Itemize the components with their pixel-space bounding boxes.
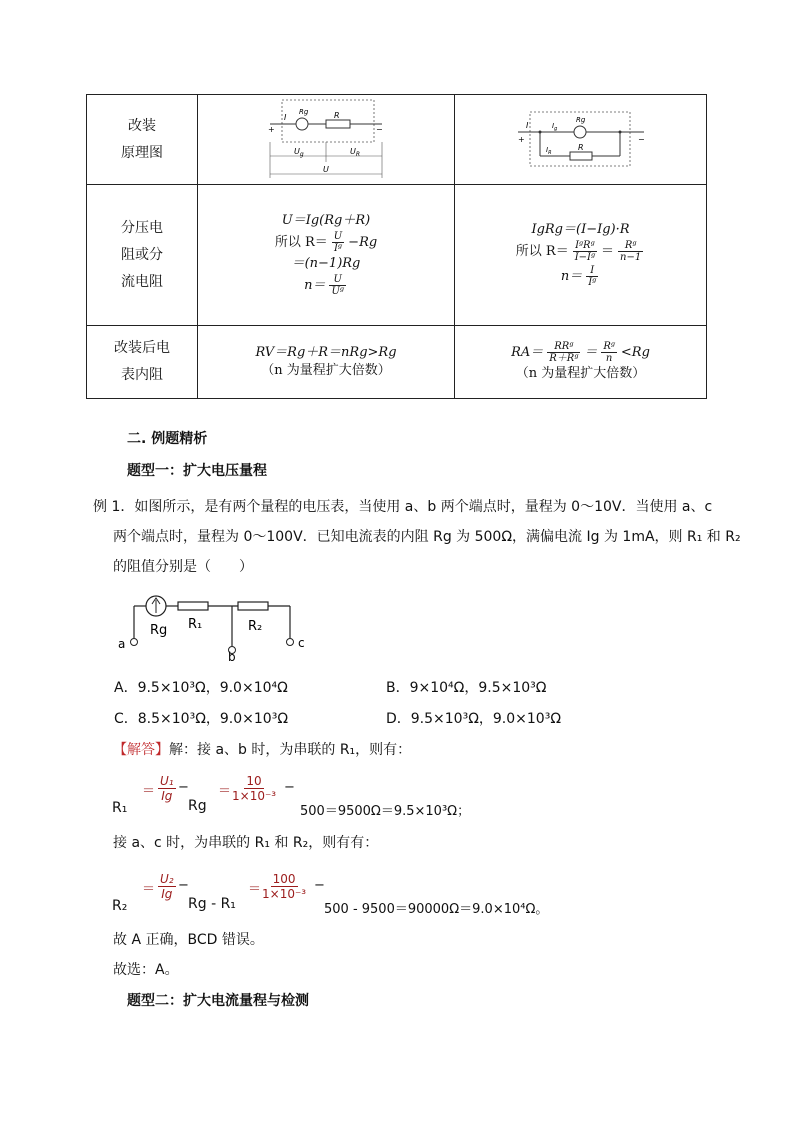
example1-line3: 的阻值分别是（ ） [113,559,253,575]
row2-label-cell [87,185,198,325]
curr-formula-line2: 所以 R＝ $\frac{\text{IᵍRᵍ}}{\text{I−Iᵍ}}$ ＝ $\frac{\text{Rᵍ}}{n-1}$ [515,240,642,264]
ur-label: $U_R$ [350,146,361,158]
option-a: A．9.5×10³Ω，9.0×10⁴Ω [114,680,288,696]
row2-label-3: 流电阻 [121,273,163,290]
terminal-a [131,639,138,646]
c-label: c [298,636,305,650]
eq1-minus2: − [284,780,295,795]
volt-note: （n 为量程扩大倍数） [261,362,391,378]
row1-label-cell [87,95,198,185]
row3-label-1: 改装后电 [114,339,170,356]
example1-line1: 例 1．如图所示，是有两个量程的电压表，当使用 a、b 两个端点时，量程为 0～10V．当使用 a、c [93,499,713,515]
equation-2 [112,872,572,922]
eq2-frac1: U₂ Ig [160,872,174,901]
ug-label: $U_g$ [294,146,304,158]
volt-formula-line2 [198,231,454,254]
eq1-result: 500＝9500Ω＝9.5×10³Ω； [300,804,471,819]
eq2-frac2: 100 1×10⁻³ [262,872,307,901]
r2-label: R₂ [248,619,263,634]
current-label: I [284,112,287,122]
ig-label: $I_g$ [551,121,557,132]
eq2-lhs: R₂ [112,898,128,914]
curr-n-prefix: n＝ [560,268,583,284]
eq2-minus: − [178,878,189,893]
eq1-minus: − [178,780,189,795]
eq1-eq: ＝ [142,784,156,799]
rg-label: Rg [299,107,309,116]
r1-label: R₁ [188,617,203,632]
row2-label-2: 阻或分 [121,246,163,263]
r-label: R [334,110,340,120]
current-label: I [525,120,528,130]
answer-mid: 接 a、c 时，为串联的 R₁ 和 R₂，则有有： [113,835,379,851]
section2-title: 二. 例题精析 [127,431,208,447]
ammeter-resistance-cell [455,325,707,398]
curr-formula-line3 [455,265,706,288]
curr-resistance: RA＝ $\frac{\text{RRᵍ}}{\text{R＋Rᵍ}}$ ＝ $\frac{\text{Rᵍ}}{n}$ <Rg [511,341,650,365]
a-label: a [118,637,126,651]
eq2-eq2: ＝ [248,882,262,897]
type2-title: 题型二：扩大电流量程与检测 [127,993,309,1009]
option-c: C．8.5×10³Ω，9.0×10³Ω [114,711,289,727]
eq2-minus2: − [314,878,325,893]
volt-n-prefix: n＝ [304,277,326,293]
r2-resistor [238,602,268,610]
ammeter-circuit-diagram [516,110,646,170]
curr-res-frac2: $\frac{\text{Rᵍ}}{n}$ [603,341,615,365]
plus-label: + [517,134,525,144]
u-label: U [323,164,329,174]
rg-label: Rg [150,623,168,638]
volt-formula-line1: U＝Ig(Rg＋R) [281,213,371,229]
answer-intro: 解：接 a、b 时，为串联的 R₁，则有： [169,742,412,758]
answer-intro-line [113,737,411,763]
minus-label: − [637,134,645,144]
voltmeter-circuit-diagram [266,98,386,182]
curr-formula-prefix: 所以 R＝ [515,243,569,259]
curr-formula-line1: IgRg＝(I−Ig)·R [531,222,630,238]
eq1-rg: Rg [188,798,207,814]
volt-formula-suffix: −Rg [348,234,378,250]
volt-n-frac: $\frac{U}{\text{Uᵍ}}$ [331,274,344,298]
table-row-circuit [87,95,707,185]
curr-formula-frac2: $\frac{\text{Rᵍ}}{n-1}$ [620,240,642,264]
ir-label: $I_R$ [545,145,552,156]
row3-label-2: 表内阻 [121,366,163,383]
b-label: b [228,650,236,664]
eq2-eq: ＝ [142,882,156,897]
row2-label-1: 分压电 [121,219,163,236]
curr-formula-frac1: $\frac{\text{IᵍRᵍ}}{\text{I−Iᵍ}}$ [574,240,595,264]
ammeter-circuit-cell [455,95,707,185]
row1-label-2: 原理图 [121,144,163,161]
answer-choice: 故选：A。 [113,962,179,978]
terminal-c [287,639,294,646]
voltmeter-circuit-cell [198,95,455,185]
eq1-eq2: ＝ [218,784,232,799]
formula-table [86,94,707,399]
volt-formula-prefix: 所以 R＝ [274,234,328,250]
eq2-rg: Rg - R₁ [188,896,236,912]
plus-label: + [268,124,275,134]
row3-label-cell [87,325,198,398]
curr-note: （n 为量程扩大倍数） [515,366,646,382]
answer-conclusion: 故 A 正确，BCD 错误。 [113,932,264,948]
volt-formula-line4 [198,274,454,297]
type1-title: 题型一：扩大电压量程 [127,463,267,479]
minus-label: − [376,124,383,134]
volt-formula-frac: $\frac{U}{\text{Iᵍ}}$ [333,231,343,255]
table-row-resistance [87,185,707,325]
row1-label-1: 改装 [128,117,156,134]
volt-resistance: RV＝Rg＋R＝nRg>Rg [255,344,397,360]
option-d: D．9.5×10³Ω，9.0×10³Ω [386,711,562,727]
r-label: R [577,142,584,152]
equation-1 [112,774,532,824]
example-circuit-figure [114,592,314,664]
option-b: B．9×10⁴Ω，9.5×10³Ω [386,680,547,696]
voltmeter-resistance-cell [198,325,455,398]
curr-res-frac1: $\frac{\text{RRᵍ}}{\text{R＋Rᵍ}}$ [549,341,579,365]
eq1-frac1: U₁ Ig [160,774,174,803]
ammeter-formula-cell [455,185,707,325]
example1-line2: 两个端点时，量程为 0～100V．已知电流表的内阻 Rg 为 500Ω，满偏电流 Ig 为 1mA，则 R₁ 和 R₂ [113,529,741,545]
table-row-internal-resistance [87,325,707,398]
eq2-result: 500 - 9500＝90000Ω＝9.0×10⁴Ω。 [324,902,549,917]
answer-tag: 【解答】 [113,742,169,758]
eq1-frac2: 10 1×10⁻³ [232,774,277,803]
curr-n-frac: $\frac{I}{\text{Iᵍ}}$ [588,265,597,289]
volt-formula-line3: ＝(n−1)Rg [291,256,361,272]
voltmeter-formula-cell [198,185,455,325]
r1-resistor [178,602,208,610]
eq1-lhs: R₁ [112,800,128,816]
rg-label: Rg [575,115,585,124]
